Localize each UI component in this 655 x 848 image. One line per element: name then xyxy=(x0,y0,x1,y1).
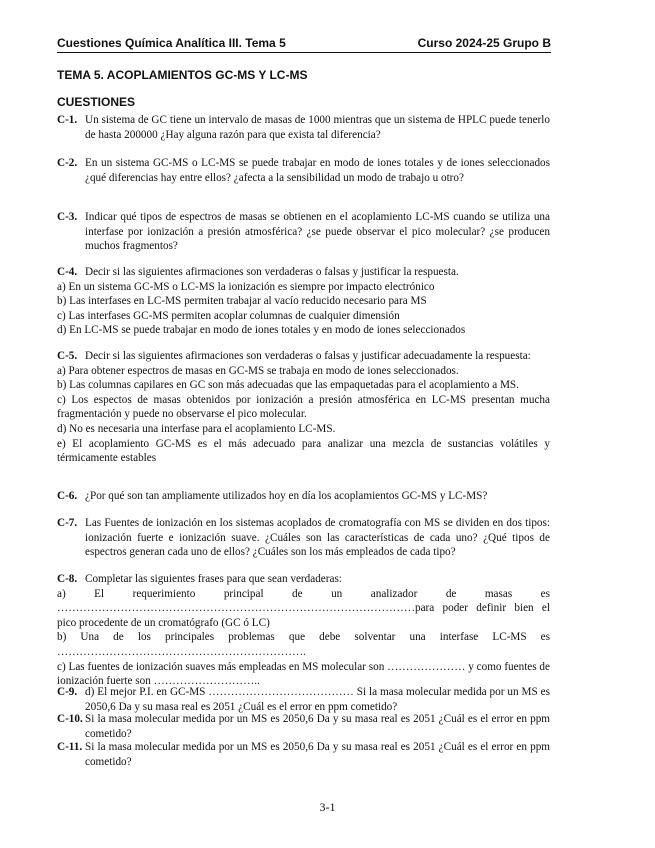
section-heading: CUESTIONES xyxy=(57,95,136,109)
question-number: C-2. xyxy=(57,157,78,169)
question-text: Completar las siguientes frases para que sean verdaderas: xyxy=(85,573,342,585)
page-header xyxy=(57,34,551,53)
question-c9 xyxy=(57,685,550,714)
question-text: ¿Por qué son tan ampliamente utilizados hoy en día los acoplamientos GC-MS y LC-MS? xyxy=(85,490,488,502)
question-number: C-7. xyxy=(57,517,78,529)
question-c3 xyxy=(57,210,550,254)
question-number: C-10. xyxy=(57,713,83,725)
question-c5 xyxy=(57,349,550,466)
question-text: d) El mejor P.I. en GC-MS ………………………………… Si la masa molecular medida por un MS es 2050,6 Da y su masa real es 2051 ¿Cuál es el error en ppm cometido? xyxy=(85,686,550,713)
document-title: TEMA 5. ACOPLAMIENTOS GC-MS Y LC-MS xyxy=(57,68,308,82)
question-number: C-4. xyxy=(57,266,78,278)
statement-item: a) Para obtener espectros de masas en GC-MS se trabaja en modo de iones seleccionados. xyxy=(57,364,459,377)
header-course-title: Cuestiones Química Analítica III. Tema 5 xyxy=(57,36,286,50)
statement-item: c) Las interfases GC-MS permiten acoplar columnas de cualquier dimensión xyxy=(57,309,400,322)
question-c4 xyxy=(57,265,550,338)
question-number: C-3. xyxy=(57,211,78,223)
question-number: C-9. xyxy=(57,686,78,698)
statement-item: e) El acoplamiento GC-MS es el más adecuado para analizar una mezcla de sustancias volátiles y térmicamente estables xyxy=(57,437,550,465)
statement-item: b) Las columnas capilares en GC son más adecuadas que las empaquetadas para el acoplamiento a MS. xyxy=(57,379,519,392)
statement-item: d) No es necesaria una interfase para el acoplamiento LC-MS. xyxy=(57,422,336,435)
question-c10 xyxy=(57,712,550,741)
question-number: C-6. xyxy=(57,490,78,502)
question-number: C-8. xyxy=(57,573,78,585)
question-c1 xyxy=(57,113,550,142)
question-c6 xyxy=(57,489,550,504)
question-c7 xyxy=(57,516,550,560)
question-text: Decir si las siguientes afirmaciones son verdaderas o falsas y justificar adecuadamente la respuesta: xyxy=(85,350,531,362)
question-c2 xyxy=(57,156,550,185)
question-number: C-11. xyxy=(57,741,83,753)
question-c8 xyxy=(57,572,550,689)
question-text: Indicar qué tipos de espectros de masas se obtienen en el acoplamiento LC-MS cuando se utiliza una interfase por ionización a presión atmosférica? ¿se puede observar el pico molecular? ¿se producen muchos fragmentos? xyxy=(85,211,550,253)
question-text: Si la masa molecular medida por un MS es 2050,6 Da y su masa real es 2051 ¿Cuál es el error en ppm cometido? xyxy=(85,741,550,768)
statement-item: b) Las interfases en LC-MS permiten trabajar al vacío reducido necesario para MS xyxy=(57,295,427,308)
question-text: Un sistema de GC tiene un intervalo de masas de 1000 mientras que un sistema de HPLC puede tenerlo de hasta 200000 ¿Hay alguna razón para que exista tal diferencia? xyxy=(85,114,550,141)
question-c11 xyxy=(57,740,550,769)
question-text: Las Fuentes de ionización en los sistemas acoplados de cromatografía con MS se dividen en dos tipos: ionización fuerte e ionización suave. ¿Cuáles son las características de cada uno? ¿Qué tipos de espectros generan cada uno de ellos? ¿Cuáles son los más empleados de cada tipo? xyxy=(85,517,550,559)
question-number: C-1. xyxy=(57,114,78,126)
header-course-year: Curso 2024-25 Grupo B xyxy=(417,36,551,50)
question-text: Si la masa molecular medida por un MS es 2050,6 Da y su masa real es 2051 ¿Cuál es el error en ppm cometido? xyxy=(85,713,550,740)
fill-in-item: c) Las fuentes de ionización suaves más empleadas en MS molecular son ………………… y como fuentes de ionización fuerte son ……………………….. xyxy=(57,660,550,688)
statement-item: d) En LC-MS se puede trabajar en modo de iones totales y en modo de iones seleccionados xyxy=(57,324,466,337)
question-number: C-5. xyxy=(57,350,78,362)
page-number: 3-1 xyxy=(319,800,336,814)
statement-item: a) En un sistema GC-MS o LC-MS la ionización es siempre por impacto electrónico xyxy=(57,280,435,293)
question-text: Decir si las siguientes afirmaciones son verdaderas o falsas y justificar la respuesta. xyxy=(85,266,459,278)
statement-item: c) Los espectos de masas obtenidos por ionización a presión atmosférica en LC-MS presentan mucha fragmentación y puede no observarse el pico molecular. xyxy=(57,393,550,421)
fill-in-item: a) El requerimiento principal de un analizador de masas es ……………………………………………………………………………………para poder definir bien el pico procedente de un cromatógrafo (GC ó LC) xyxy=(57,587,550,629)
question-text: En un sistema GC-MS o LC-MS se puede trabajar en modo de iones totales y de iones seleccionados ¿qué diferencias hay entre ellos? ¿afecta a la sensibilidad un modo de trabajo u otro? xyxy=(85,157,550,184)
fill-in-item: b) Una de los principales problemas que debe solventar una interfase LC-MS es …………………………………………………………. xyxy=(57,631,550,658)
